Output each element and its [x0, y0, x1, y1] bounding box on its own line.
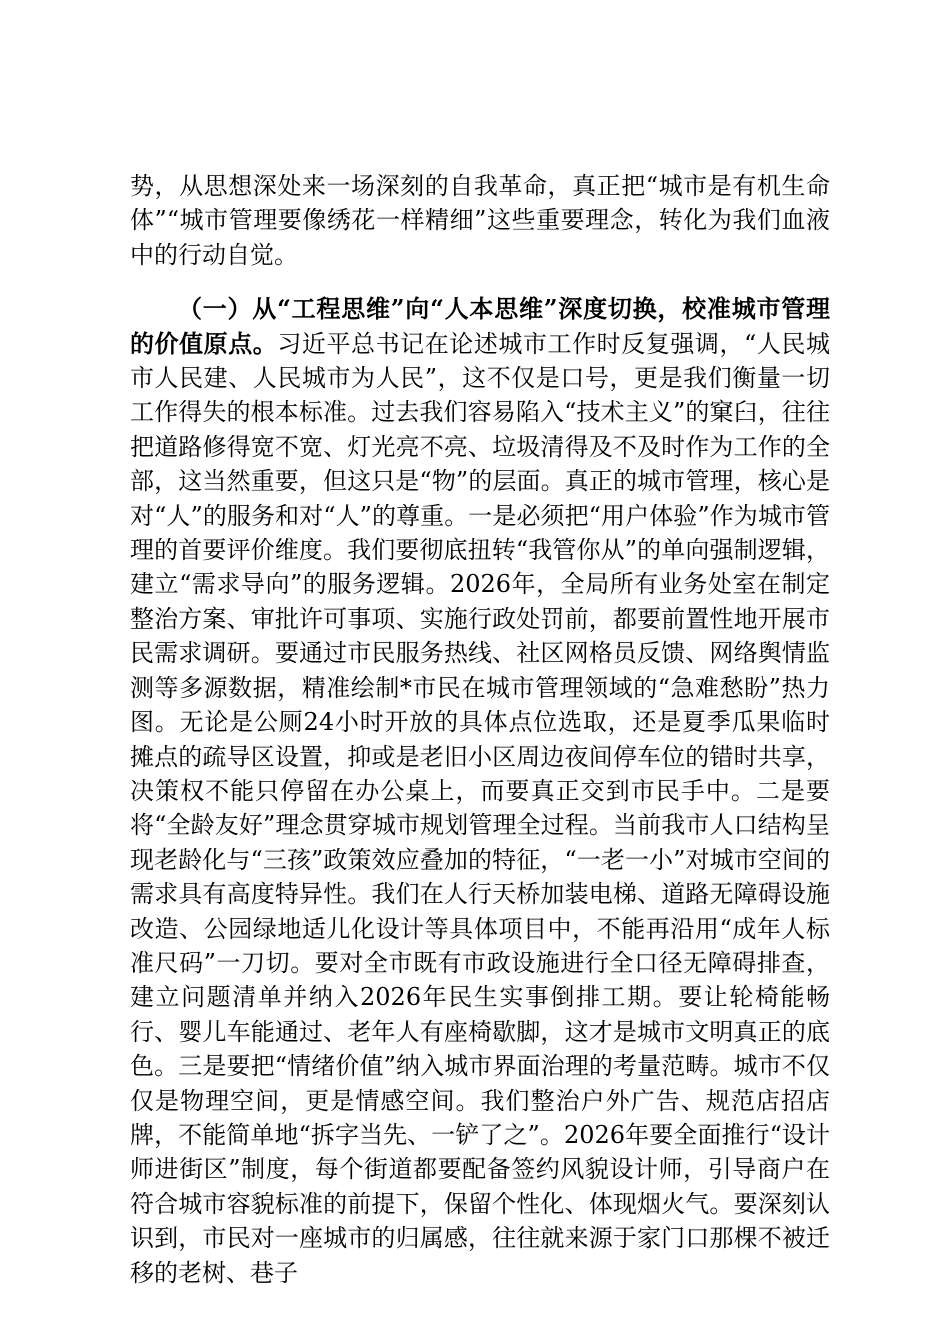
- section-one-paragraph: [130, 292, 830, 1290]
- section-one-body: 习近平总书记在论述城市工作时反复强调，“人民城市人民建、人民城市为人民”，这不仅是口号，更是我们衡量一切工作得失的根本标准。过去我们容易陷入“技术主义”的窠臼，往往把道路修得宽不宽、灯光亮不亮、垃圾清得及不及时作为工作的全部，这当然重要，但这只是“物”的层面。真正的城市管理，核心是对“人”的服务和对“人”的尊重。一是必须把“用户体验”作为城市管理的首要评价维度。我们要彻底扭转“我管你从”的单向强制逻辑，建立“需求导向”的服务逻辑。2026年，全局所有业务处室在制定整治方案、审批许可事项、实施行政处罚前，都要前置性地开展市民需求调研。要通过市民服务热线、社区网格员反馈、网络舆情监测等多源数据，精准绘制*市民在城市管理领域的“急难愁盼”热力图。无论是公厕24小时开放的具体点位选取，还是夏季瓜果临时摊点的疏导区设置，抑或是老旧小区周边夜间停车位的错时共享，决策权不能只停留在办公桌上，而要真正交到市民手中。二是要将“全龄友好”理念贯穿城市规划管理全过程。当前我市人口结构呈现老龄化与“三孩”政策效应叠加的特征，“一老一小”对城市空间的需求具有高度特异性。我们在人行天桥加装电梯、道路无障碍设施改造、公园绿地适儿化设计等具体项目中，不能再沿用“成年人标准尺码”一刀切。要对全市既有市政设施进行全口径无障碍排查，建立问题清单并纳入2026年民生实事倒排工期。要让轮椅能畅行、婴儿车能通过、老年人有座椅歇脚，这才是城市文明真正的底色。三是要把“情绪价值”纳入城市界面治理的考量范畴。城市不仅仅是物理空间，更是情感空间。我们整治户外广告、规范店招店牌，不能简单地“拆字当先、一铲了之”。2026年要全面推行“设计师进街区”制度，每个街道都要配备签约风貌设计师，引导商户在符合城市容貌标准的前提下，保留个性化、体现烟火气。要深刻认识到，市民对一座城市的归属感，往往就来源于家门口那棵不被迁移的老树、巷子: [130, 329, 830, 1287]
- paragraph-intro: 势，从思想深处来一场深刻的自我革命，真正把“城市是有机生命体”“城市管理要像绣花一样精细”这些重要理念，转化为我们血液中的行动自觉。: [130, 172, 830, 269]
- document-page: [130, 169, 830, 1290]
- section-one-heading: （一）从“工程思维”向“人本思维”深度切换，校准城市管理的价值原点。: [130, 294, 830, 358]
